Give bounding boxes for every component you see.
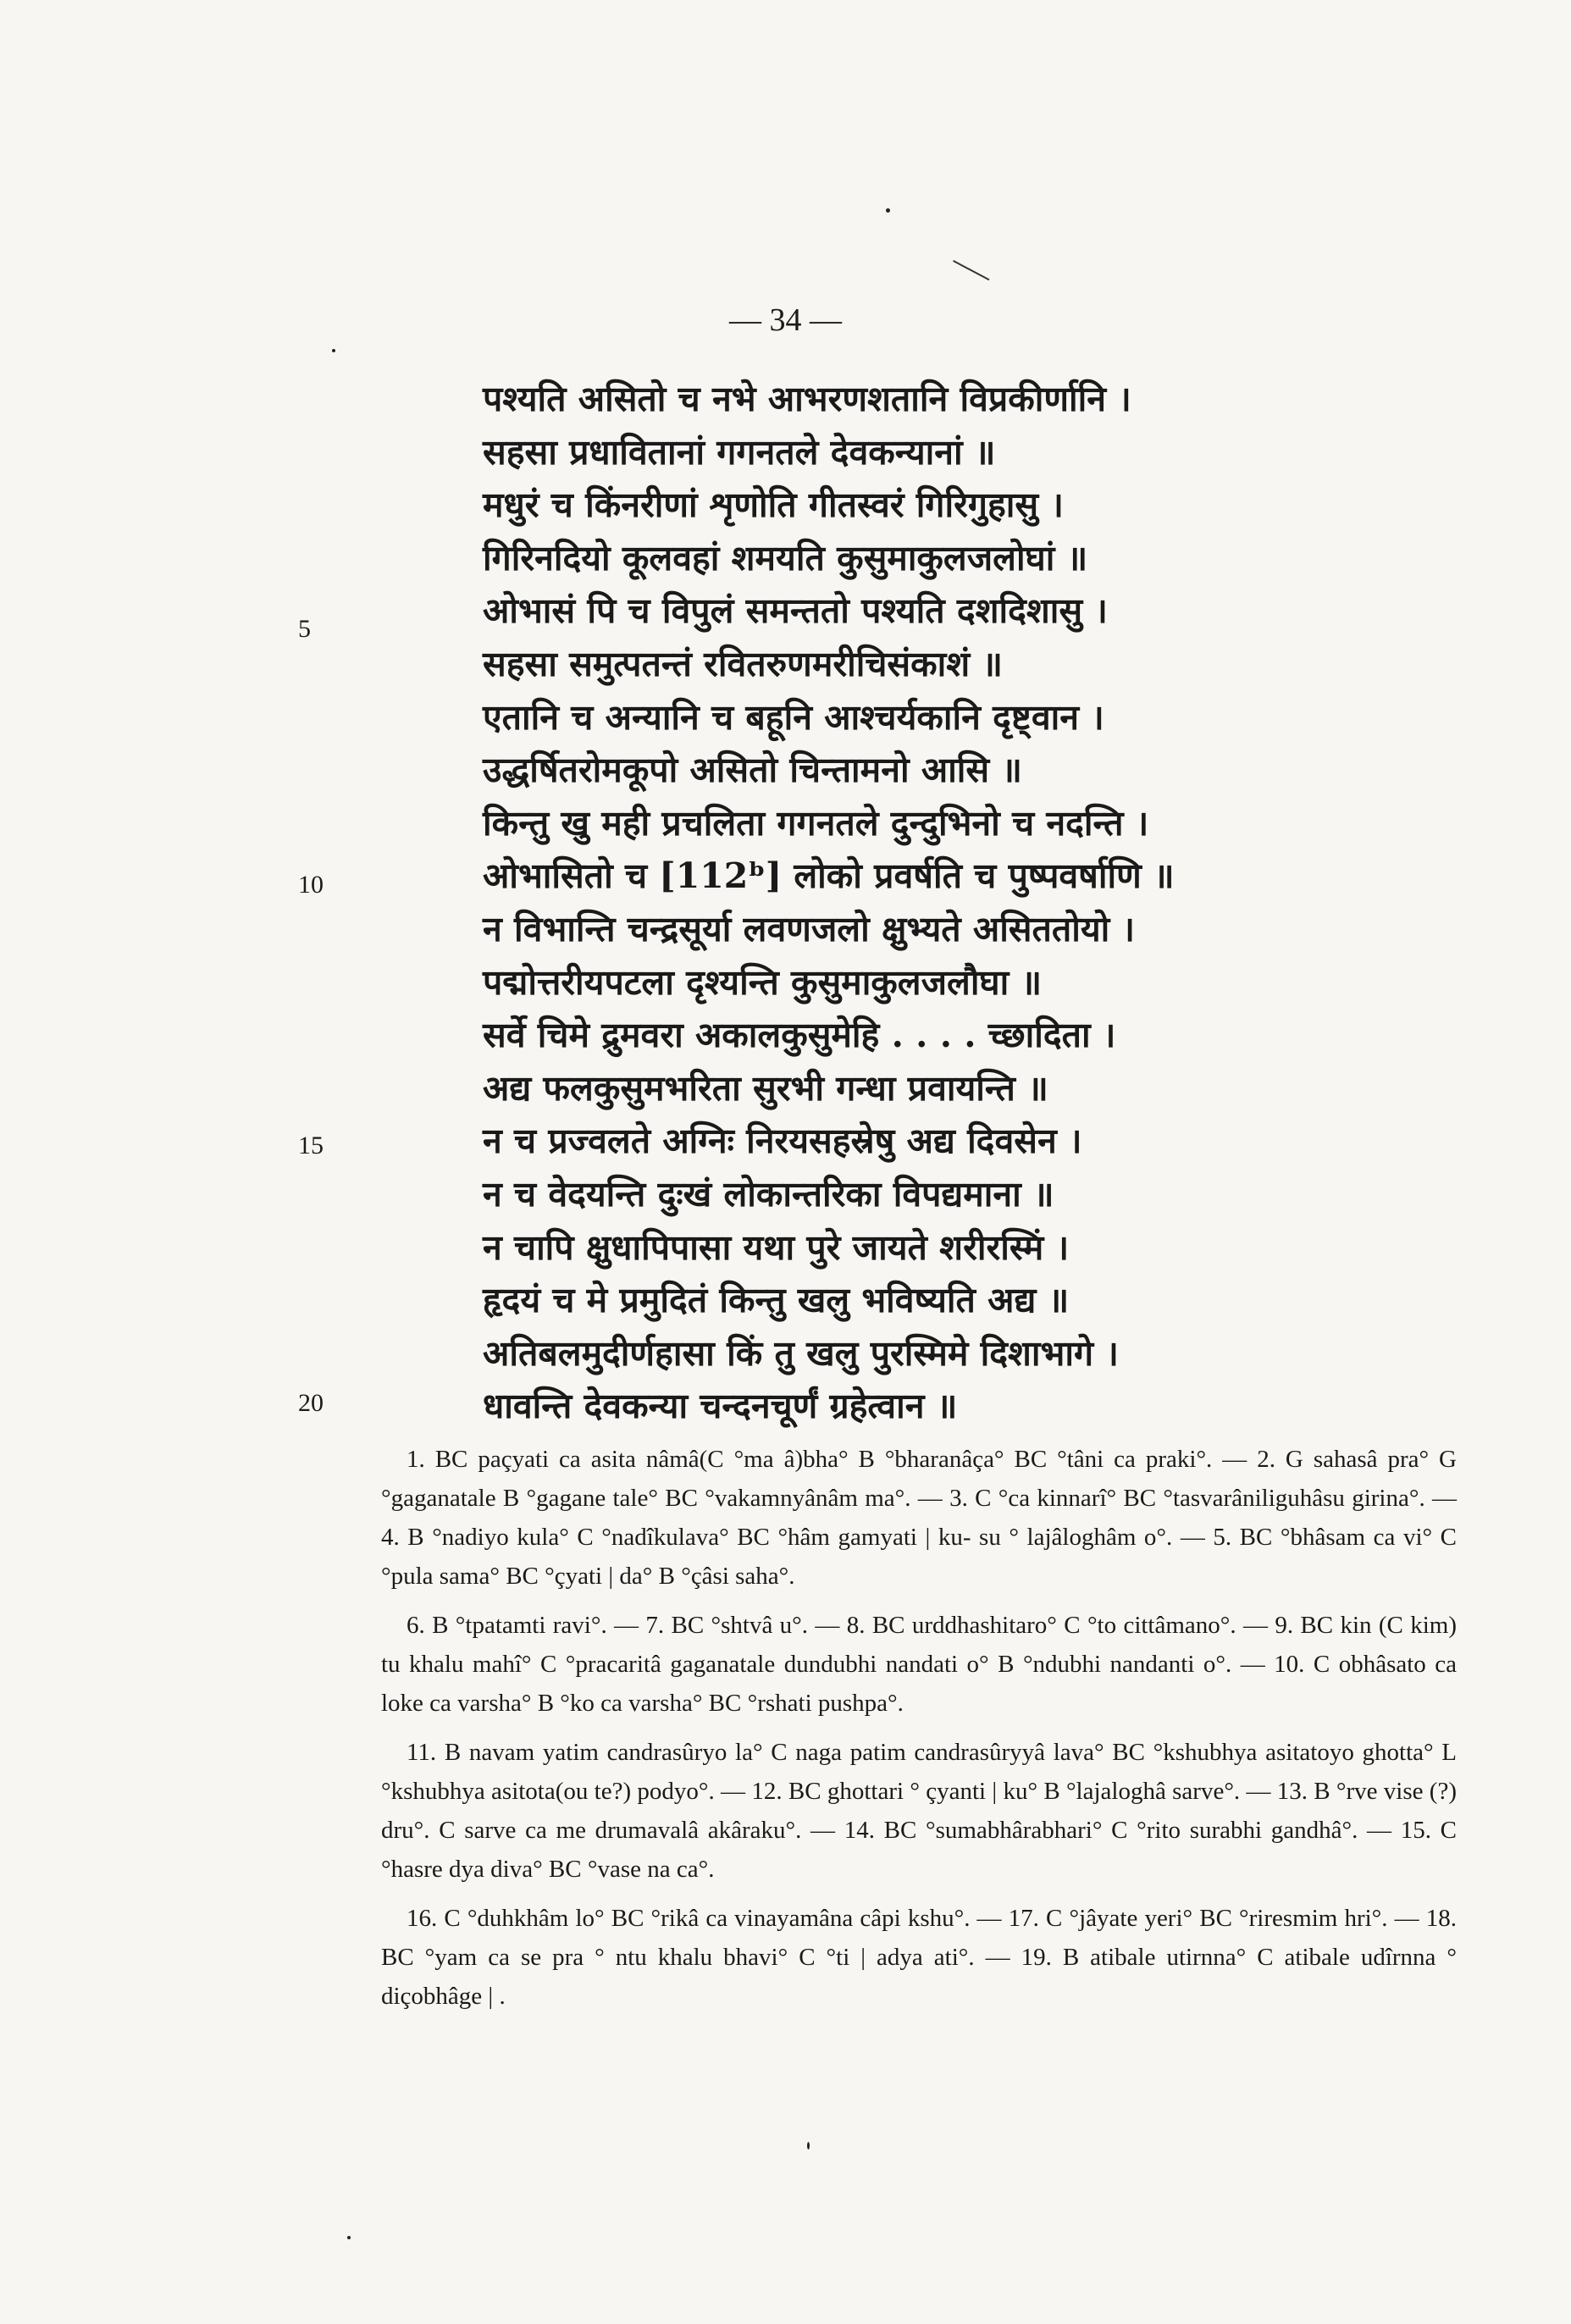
verse-line-9: किन्तु खु मही प्रचलिता गगनतले दुन्दुभिनो च नदन्ति । [483,802,1149,844]
scan-mark-stroke [953,260,989,280]
verse-line-13: सर्वे चिमे द्रुमवरा अकालकुसुमेहि . . . . च्छादिता । [483,1015,1116,1056]
scan-speck [332,349,335,352]
verse-line-17: न चापि क्षुधापिपासा यथा पुरे जायते शरीरस्मिं । [483,1226,1070,1268]
critical-apparatus [381,1440,1457,2026]
verse-line-10: ओभासितो च [112ᵇ] लोको प्रवर्षति च पुष्पवर्षाणि ॥ [483,855,1175,897]
verse-block [483,373,1330,1433]
verse-line-1: पश्यति असितो च नभे आभरणशतानि विप्रकीर्णानि । [483,379,1131,419]
verse-line-2: सहसा प्रधावितानां गगनतले देवकन्यानां ॥ [483,431,996,473]
line-number-5: 5 [298,615,311,643]
verse-line-7: एतानि च अन्यानि च बहूनि आश्चर्यकानि दृष्ट्वान । [483,696,1104,738]
verse-line-5: ओभासं पि च विपुलं समन्ततो पश्यति दशदिशासु । [483,590,1108,632]
verse-line-19: अतिबलमुदीर्णहासा किं तु खलु पुरस्मिमे दिशाभागे । [483,1332,1119,1374]
verse-line-14: अद्य फलकुसुमभरिता सुरभी गन्धा प्रवायन्ति ॥ [483,1067,1048,1109]
verse-line-8: उद्धर्षितरोमकूपो असितो चिन्तामनो आसि ॥ [483,750,1022,791]
verse-line-18: हृदयं च मे प्रमुदितं किन्तु खलु भविष्यति अद्य ॥ [483,1280,1070,1321]
scan-speck [807,2142,810,2150]
line-number-15: 15 [298,1132,324,1159]
verse-line-11: न विभान्ति चन्द्रसूर्या लवणजलो क्षुभ्यते असिततोयो । [483,908,1136,949]
verse-line-3: मधुरं च किंनरीणां शृणोति गीतस्वरं गिरिगुहासु । [483,484,1064,526]
scan-speck [886,208,890,213]
line-number-20: 20 [298,1389,324,1417]
line-number-10: 10 [298,871,324,899]
note-paragraph-4: 16. C °duhkhâm lo° BC °rikâ ca vinayamâna câpi kshu°. — 17. C °jâyate yeri° BC °riresmim hri°. — 18. BC °yam ca se pra ° ntu khalu bhavi° C °ti | adya ati°. — 19. B atibale utirnna° C atibale udîrnna ° diçobhâge | . [381,1905,1457,2010]
note-paragraph-3: 11. B navam yatim candrasûryo la° C naga patim candrasûryyâ lava° BC °kshubhya asitatoyo ghotta° L °kshubhya asitota(ou te?) podyo°. — 12. BC ghottari ° çyanti | ku° B °lajaloghâ sarve°. — 13. B °rve vise (?) dru°. C sarve ca me drumavalâ akâraku°. — 14. BC °sumabhârabhari° C °rito surabhi gandhâ°. — 15. C °hasre dya diva° BC °vase na ca°. [381,1739,1457,1883]
page-number: — 34 — [729,302,842,338]
note-paragraph-1: 1. BC paçyati ca asita nâmâ(C °ma â)bha° B °bharanâça° BC °tâni ca praki°. — 2. G sahasâ pra° G °gaganatale B °gagane tale° BC °vakamnyânâm ma°. — 3. C °ca kinnarî° BC °tasvarâniliguhâsu girina°. — 4. B °nadiyo kula° C °nadîkulava° BC °hâm gamyati | ku- su ° lajâloghâm o°. — 5. BC °bhâsam ca vi° C °pula sama° BC °çyati | da° B °çâsi saha°. [381,1446,1457,1590]
verse-line-15: न च प्रज्वलते अग्निः निरयसहस्रेषु अद्य दिवसेन । [483,1120,1082,1162]
scan-speck [347,2236,351,2239]
verse-line-20: धावन्ति देवकन्या चन्दनचूर्णं ग्रहेत्वान ॥ [483,1386,958,1427]
verse-line-4: गिरिनदियो कूलवहां शमयति कुसुमाकुलजलोघां ॥ [483,537,1088,578]
verse-line-16: न च वेदयन्ति दुःखं लोकान्तरिका विपद्यमाना ॥ [483,1173,1054,1215]
verse-line-6: सहसा समुत्पतन्तं रवितरुणमरीचिसंकाशं ॥ [483,643,1003,684]
note-paragraph-2: 6. B °tpatamti ravi°. — 7. BC °shtvâ u°. — 8. BC urddhashitaro° C °to cittâmano°. — 9. BC kin (C kim) tu khalu mahî° C °pracaritâ gaganatale dundubhi nandati o° B °ndubhi nandanti o°. — 10. C obhâsato ca loke ca varsha° B °ko ca varsha° BC °rshati pushpa°. [381,1612,1457,1717]
verse-line-12: पद्मोत्तरीयपटला दृश्यन्ति कुसुमाकुलजलौघा ॥ [483,961,1043,1003]
